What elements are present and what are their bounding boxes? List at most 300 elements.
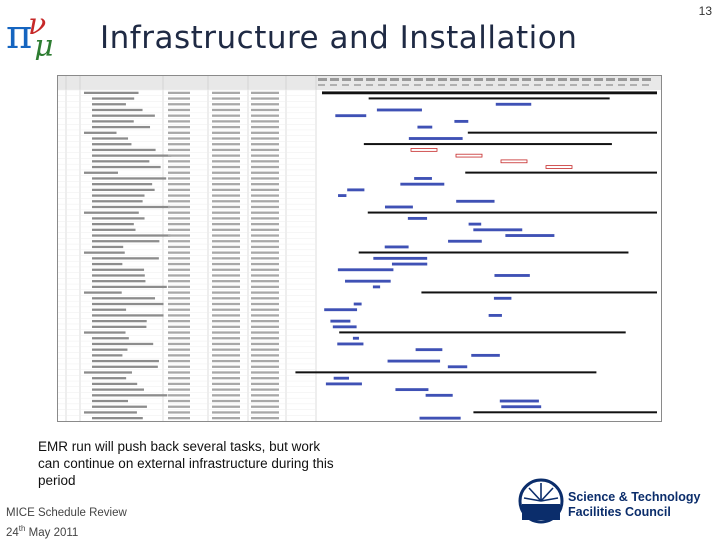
gantt-header-tick — [426, 78, 435, 81]
gantt-task-duration — [168, 417, 190, 419]
gantt-task-name — [92, 257, 159, 259]
gantt-task-bar — [448, 240, 482, 243]
gantt-task-finish — [251, 366, 279, 368]
gantt-task-finish — [251, 343, 279, 345]
gantt-task-finish — [251, 377, 279, 379]
gantt-task-start — [212, 291, 240, 293]
gantt-task-bar — [385, 206, 413, 209]
gantt-task-finish — [251, 229, 279, 231]
gantt-task-start — [212, 257, 240, 259]
gantt-task-duration — [168, 252, 190, 254]
gantt-task-name — [92, 366, 158, 368]
gantt-header-tick — [390, 78, 399, 81]
gantt-summary-bar — [322, 91, 657, 94]
gantt-task-finish — [251, 143, 279, 145]
stfc-name-line1: Science & Technology — [568, 490, 701, 504]
gantt-task-name — [84, 132, 117, 134]
gantt-task-duration — [168, 223, 190, 225]
gantt-task-name — [84, 331, 126, 333]
gantt-task-duration — [168, 309, 190, 311]
gantt-task-finish — [251, 189, 279, 191]
gantt-task-start — [212, 411, 240, 413]
gantt-task-name — [92, 320, 147, 322]
gantt-task-start — [212, 183, 240, 185]
gantt-task-finish — [251, 291, 279, 293]
gantt-task-finish — [251, 177, 279, 179]
gantt-summary-bar — [421, 291, 657, 293]
gantt-task-name — [92, 400, 128, 402]
gantt-task-name — [92, 303, 164, 305]
gantt-task-duration — [168, 217, 190, 219]
gantt-task-duration — [168, 257, 190, 259]
gantt-task-bar — [494, 297, 511, 300]
gantt-task-bar — [456, 200, 494, 203]
gantt-task-duration — [168, 137, 190, 139]
gantt-header-tick — [378, 78, 387, 81]
schedule-note: EMR run will push back several tasks, but work can continue on external infrastructure during this period — [38, 439, 334, 488]
gantt-task-finish — [251, 406, 279, 408]
gantt-task-name — [92, 143, 131, 145]
gantt-task-bar — [454, 120, 468, 123]
gantt-task-name — [84, 172, 118, 174]
gantt-task-finish — [251, 137, 279, 139]
gantt-task-name — [92, 406, 147, 408]
gantt-task-start — [212, 286, 240, 288]
gantt-task-duration — [168, 377, 190, 379]
gantt-task-name — [92, 263, 122, 265]
page-number: 13 — [698, 4, 712, 18]
svg-text:ν: ν — [28, 7, 47, 42]
gantt-task-duration — [168, 194, 190, 196]
gantt-milestone-bar — [501, 160, 527, 163]
gantt-task-duration — [168, 229, 190, 231]
gantt-task-name — [84, 212, 139, 214]
gantt-chart-image — [57, 75, 662, 422]
gantt-task-bar — [335, 114, 366, 117]
gantt-task-start — [212, 126, 240, 128]
gantt-task-name — [84, 252, 125, 254]
gantt-header-tick — [498, 78, 507, 81]
gantt-task-start — [212, 149, 240, 151]
gantt-task-start — [212, 166, 240, 168]
gantt-task-duration — [168, 154, 190, 156]
gantt-header-tick — [582, 84, 589, 86]
gantt-task-duration — [168, 388, 190, 390]
stfc-emblem-icon — [518, 478, 564, 524]
gantt-task-name — [92, 183, 152, 185]
gantt-task-bar — [426, 394, 453, 397]
gantt-header-tick — [606, 78, 615, 81]
gantt-task-bar — [489, 314, 502, 317]
gantt-task-bar — [373, 285, 380, 288]
gantt-task-duration — [168, 320, 190, 322]
gantt-header-tick — [450, 84, 457, 86]
gantt-task-duration — [168, 177, 190, 179]
gantt-header-tick — [546, 84, 553, 86]
svg-text:π: π — [6, 12, 33, 58]
gantt-task-bar — [337, 343, 363, 346]
gantt-summary-bar — [359, 252, 629, 254]
gantt-task-start — [212, 337, 240, 339]
gantt-task-duration — [168, 360, 190, 362]
gantt-task-bar — [373, 257, 427, 260]
gantt-task-bar — [420, 417, 461, 420]
gantt-task-duration — [168, 280, 190, 282]
gantt-task-start — [212, 388, 240, 390]
gantt-header-tick — [486, 78, 495, 81]
gantt-task-duration — [168, 206, 190, 208]
gantt-task-finish — [251, 280, 279, 282]
gantt-task-duration — [168, 286, 190, 288]
gantt-task-name — [92, 217, 145, 219]
gantt-task-finish — [251, 115, 279, 117]
gantt-task-finish — [251, 126, 279, 128]
gantt-task-duration — [168, 411, 190, 413]
gantt-task-start — [212, 115, 240, 117]
gantt-summary-bar — [473, 411, 657, 413]
gantt-task-start — [212, 252, 240, 254]
gantt-task-start — [212, 394, 240, 396]
gantt-task-finish — [251, 172, 279, 174]
gantt-task-start — [212, 189, 240, 191]
gantt-task-duration — [168, 97, 190, 99]
gantt-task-bar — [338, 194, 346, 197]
gantt-header-tick — [438, 78, 447, 81]
gantt-task-duration — [168, 349, 190, 351]
gantt-task-bar — [496, 103, 531, 106]
gantt-task-finish — [251, 183, 279, 185]
gantt-task-duration — [168, 246, 190, 248]
gantt-task-start — [212, 206, 240, 208]
gantt-task-name — [92, 297, 155, 299]
gantt-task-name — [92, 189, 155, 191]
gantt-task-finish — [251, 217, 279, 219]
gantt-task-name — [92, 137, 128, 139]
gantt-task-start — [212, 360, 240, 362]
gantt-task-bar — [354, 303, 362, 306]
gantt-task-duration — [168, 394, 190, 396]
gantt-task-finish — [251, 103, 279, 105]
gantt-task-name — [92, 194, 145, 196]
gantt-task-name — [92, 154, 171, 156]
gantt-task-bar — [471, 354, 500, 357]
gantt-task-duration — [168, 115, 190, 117]
gantt-header-tick — [486, 84, 493, 86]
gantt-task-name — [92, 109, 143, 111]
gantt-task-finish — [251, 417, 279, 419]
gantt-task-name — [84, 371, 132, 373]
svg-text:μ: μ — [34, 29, 54, 60]
gantt-task-start — [212, 406, 240, 408]
footer-title: MICE Schedule Review — [6, 507, 127, 519]
gantt-task-duration — [168, 200, 190, 202]
gantt-task-start — [212, 371, 240, 373]
gantt-task-duration — [168, 143, 190, 145]
gantt-header-tick — [474, 84, 481, 86]
gantt-task-finish — [251, 194, 279, 196]
gantt-task-duration — [168, 149, 190, 151]
gantt-task-bar — [345, 280, 391, 283]
gantt-task-finish — [251, 212, 279, 214]
gantt-task-finish — [251, 154, 279, 156]
gantt-task-bar — [388, 360, 441, 363]
gantt-task-start — [212, 200, 240, 202]
gantt-task-duration — [168, 314, 190, 316]
gantt-task-duration — [168, 92, 190, 94]
gantt-task-bar — [494, 274, 529, 277]
mice-logo-graphic — [4, 4, 76, 60]
gantt-task-start — [212, 103, 240, 105]
gantt-header-tick — [594, 84, 601, 86]
gantt-header-tick — [354, 84, 361, 86]
gantt-header-tick — [618, 78, 627, 81]
gantt-task-duration — [168, 406, 190, 408]
gantt-milestone-bar — [546, 166, 572, 169]
gantt-task-start — [212, 154, 240, 156]
gantt-task-bar — [473, 228, 522, 231]
gantt-milestone-bar — [456, 154, 482, 157]
gantt-task-name — [92, 177, 166, 179]
gantt-task-finish — [251, 160, 279, 162]
gantt-task-bar — [392, 263, 427, 266]
gantt-task-name — [92, 115, 155, 117]
gantt-task-name — [92, 314, 164, 316]
gantt-task-duration — [168, 126, 190, 128]
gantt-task-start — [212, 303, 240, 305]
gantt-task-finish — [251, 286, 279, 288]
gantt-header-tick — [510, 84, 517, 86]
gantt-task-duration — [168, 263, 190, 265]
gantt-task-finish — [251, 234, 279, 236]
gantt-task-name — [92, 309, 126, 311]
gantt-task-duration — [168, 337, 190, 339]
gantt-task-duration — [168, 400, 190, 402]
gantt-task-name — [92, 234, 170, 236]
gantt-task-duration — [168, 297, 190, 299]
gantt-task-finish — [251, 132, 279, 134]
gantt-task-duration — [168, 269, 190, 271]
gantt-task-name — [92, 149, 156, 151]
gantt-task-name — [92, 274, 145, 276]
gantt-header-tick — [366, 84, 373, 86]
gantt-task-bar — [414, 177, 432, 180]
gantt-task-finish — [251, 263, 279, 265]
gantt-task-start — [212, 383, 240, 385]
gantt-task-finish — [251, 109, 279, 111]
gantt-header-tick — [462, 84, 469, 86]
gantt-task-finish — [251, 411, 279, 413]
gantt-task-duration — [168, 291, 190, 293]
gantt-task-start — [212, 229, 240, 231]
gantt-task-bar — [448, 365, 467, 368]
gantt-task-duration — [168, 166, 190, 168]
mice-logo — [4, 4, 76, 60]
gantt-task-bar — [409, 137, 463, 140]
gantt-task-name — [92, 97, 134, 99]
gantt-task-start — [212, 309, 240, 311]
gantt-task-start — [212, 263, 240, 265]
gantt-task-bar — [330, 320, 350, 323]
gantt-task-start — [212, 143, 240, 145]
gantt-task-start — [212, 354, 240, 356]
gantt-task-name — [92, 394, 167, 396]
gantt-header-tick — [378, 84, 385, 86]
gantt-header-tick — [438, 84, 445, 86]
gantt-header-tick — [510, 78, 519, 81]
gantt-summary-bar — [364, 143, 612, 145]
gantt-task-name — [92, 417, 143, 419]
gantt-task-duration — [168, 240, 190, 242]
gantt-header-tick — [546, 78, 555, 81]
gantt-task-finish — [251, 349, 279, 351]
gantt-task-duration — [168, 303, 190, 305]
gantt-task-name — [92, 383, 137, 385]
gantt-header-tick — [630, 84, 637, 86]
gantt-task-finish — [251, 309, 279, 311]
gantt-task-duration — [168, 183, 190, 185]
gantt-task-start — [212, 160, 240, 162]
gantt-task-finish — [251, 97, 279, 99]
gantt-task-start — [212, 314, 240, 316]
gantt-task-name — [92, 326, 146, 328]
gantt-task-duration — [168, 274, 190, 276]
gantt-task-start — [212, 400, 240, 402]
gantt-task-finish — [251, 360, 279, 362]
gantt-task-finish — [251, 166, 279, 168]
gantt-header-tick — [402, 78, 411, 81]
gantt-header-tick — [318, 84, 325, 86]
gantt-chart-graphic — [58, 76, 661, 421]
gantt-task-start — [212, 417, 240, 419]
gantt-task-finish — [251, 388, 279, 390]
gantt-header-tick — [474, 78, 483, 81]
gantt-header-tick — [498, 84, 505, 86]
gantt-task-name — [92, 286, 167, 288]
gantt-header-tick — [402, 84, 409, 86]
gantt-task-name — [92, 126, 150, 128]
gantt-header-tick — [522, 84, 529, 86]
gantt-task-bar — [333, 325, 357, 328]
footer-date: 24th May 2011 — [6, 524, 79, 539]
gantt-header-tick — [414, 78, 423, 81]
gantt-header-tick — [582, 78, 591, 81]
gantt-task-start — [212, 343, 240, 345]
gantt-task-name — [92, 120, 134, 122]
gantt-task-bar — [385, 246, 409, 249]
gantt-task-finish — [251, 257, 279, 259]
gantt-task-duration — [168, 103, 190, 105]
gantt-task-duration — [168, 371, 190, 373]
gantt-task-duration — [168, 343, 190, 345]
gantt-task-finish — [251, 331, 279, 333]
gantt-summary-bar — [368, 212, 657, 214]
gantt-task-start — [212, 274, 240, 276]
gantt-milestone-bar — [411, 148, 437, 151]
gantt-header-tick — [534, 78, 543, 81]
gantt-task-duration — [168, 109, 190, 111]
gantt-task-name — [92, 280, 145, 282]
gantt-header-tick — [618, 84, 625, 86]
gantt-header-tick — [570, 84, 577, 86]
gantt-summary-bar — [465, 172, 657, 174]
gantt-header-tick — [558, 84, 565, 86]
gantt-task-finish — [251, 274, 279, 276]
gantt-header-tick — [630, 78, 639, 81]
stfc-name-line2: Facilities Council — [568, 505, 671, 519]
gantt-task-finish — [251, 120, 279, 122]
gantt-task-finish — [251, 269, 279, 271]
slide-title: Infrastructure and Installation — [100, 20, 578, 56]
gantt-task-name — [84, 92, 139, 94]
gantt-header-tick — [342, 84, 349, 86]
gantt-task-finish — [251, 303, 279, 305]
gantt-task-finish — [251, 354, 279, 356]
gantt-task-bar — [347, 188, 364, 191]
gantt-header-tick — [354, 78, 363, 81]
gantt-task-finish — [251, 206, 279, 208]
footer — [6, 506, 206, 541]
gantt-task-bar — [400, 183, 444, 186]
gantt-header-tick — [594, 78, 603, 81]
gantt-header-tick — [330, 84, 337, 86]
gantt-task-name — [92, 246, 123, 248]
gantt-header-tick — [414, 84, 421, 86]
gantt-header-tick — [426, 84, 433, 86]
gantt-summary-bar — [339, 331, 625, 333]
gantt-task-start — [212, 280, 240, 282]
gantt-task-finish — [251, 326, 279, 328]
gantt-task-duration — [168, 354, 190, 356]
gantt-task-start — [212, 177, 240, 179]
gantt-task-start — [212, 320, 240, 322]
gantt-task-duration — [168, 331, 190, 333]
gantt-task-start — [212, 109, 240, 111]
gantt-task-bar — [408, 217, 427, 220]
gantt-task-start — [212, 223, 240, 225]
gantt-task-name — [92, 360, 159, 362]
gantt-task-duration — [168, 172, 190, 174]
gantt-task-start — [212, 120, 240, 122]
gantt-task-bar — [505, 234, 554, 237]
gantt-task-start — [212, 246, 240, 248]
gantt-task-bar — [377, 109, 422, 112]
gantt-task-bar — [469, 223, 482, 226]
gantt-header-tick — [462, 78, 471, 81]
gantt-task-name — [92, 103, 126, 105]
gantt-task-name — [92, 229, 136, 231]
gantt-task-start — [212, 297, 240, 299]
gantt-task-start — [212, 326, 240, 328]
gantt-task-start — [212, 349, 240, 351]
gantt-task-start — [212, 97, 240, 99]
gantt-task-bar — [353, 337, 359, 340]
gantt-header-tick — [450, 78, 459, 81]
gantt-task-name — [92, 388, 144, 390]
gantt-task-duration — [168, 189, 190, 191]
gantt-task-finish — [251, 297, 279, 299]
gantt-task-name — [92, 349, 127, 351]
gantt-header-tick — [558, 78, 567, 81]
gantt-task-name — [92, 160, 149, 162]
gantt-task-duration — [168, 160, 190, 162]
gantt-task-start — [212, 172, 240, 174]
gantt-task-finish — [251, 337, 279, 339]
gantt-task-finish — [251, 320, 279, 322]
gantt-task-start — [212, 331, 240, 333]
gantt-task-bar — [334, 377, 349, 380]
gantt-task-name — [92, 223, 134, 225]
gantt-task-start — [212, 194, 240, 196]
